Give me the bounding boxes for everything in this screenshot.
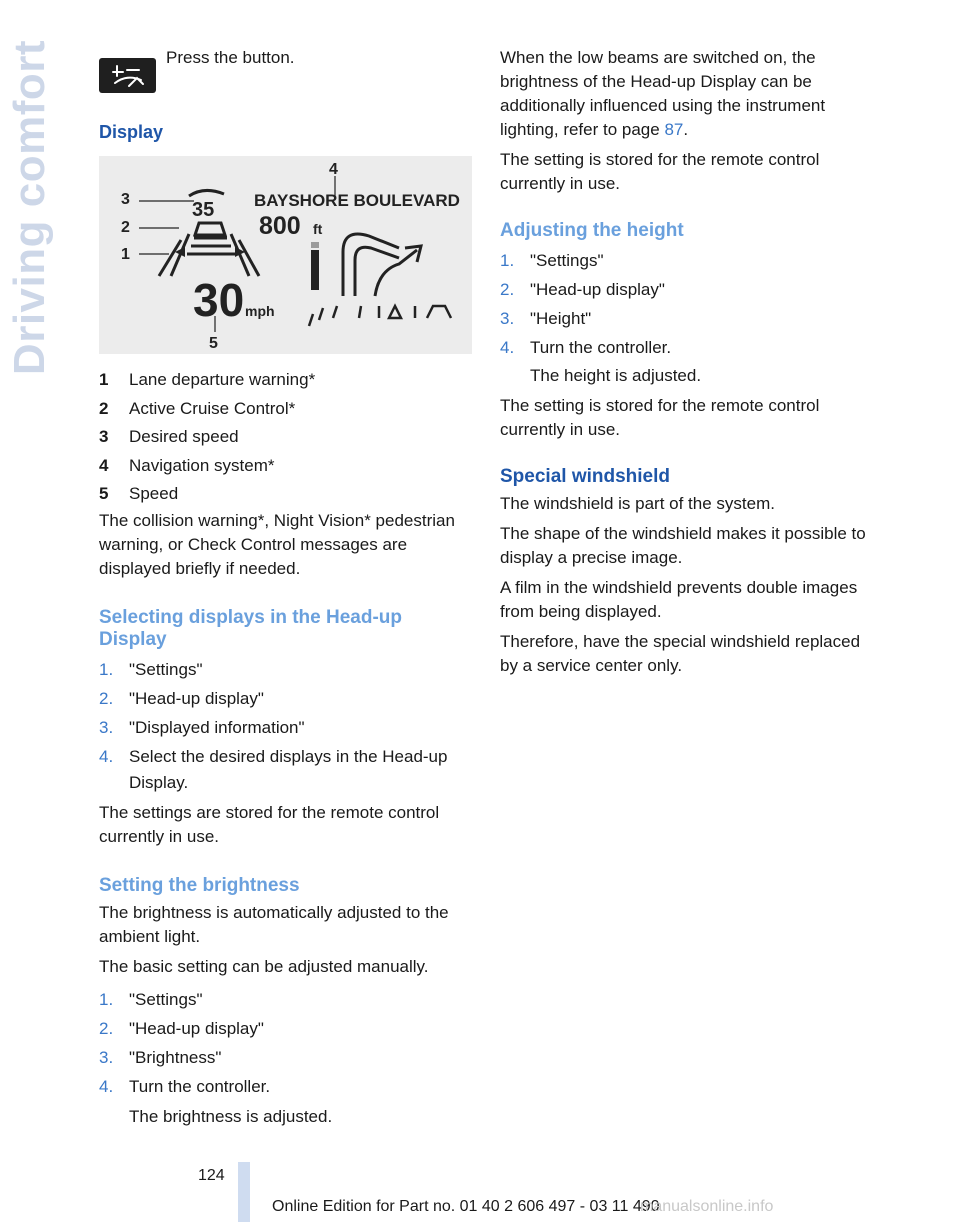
distance-value: 800 bbox=[259, 212, 301, 240]
brightness-p1: The brightness is automatically adjusted to the ambient light. bbox=[99, 903, 449, 946]
left-column-flow bbox=[99, 509, 473, 1129]
selecting-note: The settings are stored for the remote control currently in use. bbox=[99, 803, 440, 846]
turn-arrow-icon bbox=[343, 234, 421, 296]
callout-5: 5 bbox=[209, 335, 218, 352]
section-side-title bbox=[0, 40, 60, 376]
side-title-text: Driving comfort bbox=[5, 40, 54, 376]
brightness-steps bbox=[99, 985, 473, 1101]
brightness-heading: Setting the brightness bbox=[99, 875, 300, 896]
list-item: 3. "Height" bbox=[500, 309, 592, 328]
brightness-p2: The basic setting can be adjusted manually. bbox=[99, 957, 429, 976]
list-item: 1. "Settings" bbox=[99, 660, 203, 679]
height-steps bbox=[500, 246, 874, 362]
windshield-p2: The shape of the windshield makes it possible to display a precise image. bbox=[500, 524, 866, 567]
callout-4: 4 bbox=[329, 161, 338, 178]
callout-1: 1 bbox=[121, 246, 130, 263]
list-item: 2. "Head-up display" bbox=[500, 280, 665, 299]
collision-paragraph: The collision warning*, Night Vision* pedestrian warning, or Check Control messages are displayed briefly if needed. bbox=[99, 511, 455, 578]
list-item: 1. "Settings" bbox=[500, 251, 604, 270]
footer-bar bbox=[238, 1162, 250, 1222]
cruise-arc-icon bbox=[189, 190, 224, 196]
legend-item: 3 Desired speed bbox=[99, 427, 239, 447]
watermark-text: manualsonline.info bbox=[640, 1198, 774, 1215]
windshield-p1: The windshield is part of the system. bbox=[500, 494, 775, 513]
page-ref-link[interactable]: 87 bbox=[664, 120, 684, 139]
callout-3: 3 bbox=[121, 191, 130, 208]
distance-unit: ft bbox=[313, 221, 323, 237]
edition-text: Online Edition for Part no. 01 40 2 606 497 - 03 11 490 bbox=[272, 1198, 660, 1215]
right-column-flow bbox=[500, 46, 874, 678]
page-number: 124 bbox=[198, 1167, 225, 1184]
lane-departure-icon bbox=[159, 223, 259, 276]
list-item: 3. "Displayed information" bbox=[99, 718, 305, 737]
list-item: 2. "Head-up display" bbox=[99, 689, 264, 708]
stored-paragraph-2: The setting is stored for the remote control currently in use. bbox=[500, 396, 820, 439]
list-item: 1. "Settings" bbox=[99, 990, 203, 1009]
list-item: 4. Select the desired displays in the Head-up bbox=[99, 747, 448, 766]
speed-value: 30 bbox=[193, 274, 245, 326]
list-item: 2. "Head-up display" bbox=[99, 1019, 264, 1038]
legend-item: 2 Active Cruise Control* bbox=[99, 398, 296, 418]
selecting-heading: Selecting displays in the Head-up Display bbox=[99, 607, 403, 650]
street-name: BAYSHORE BOULEVARD bbox=[254, 191, 460, 210]
figure-legend bbox=[99, 366, 479, 509]
legend-item: 1 Lane departure warning* bbox=[99, 370, 316, 390]
hud-display-figure bbox=[99, 156, 472, 354]
height-result: The height is adjusted. bbox=[530, 366, 702, 385]
stored-paragraph: The setting is stored for the remote control currently in use. bbox=[500, 150, 820, 193]
hud-button-icon bbox=[99, 58, 156, 93]
callout-2: 2 bbox=[121, 219, 130, 236]
step-continuation: Display. bbox=[129, 773, 189, 792]
windshield-p4: Therefore, have the special windshield replaced by a service center only. bbox=[500, 632, 861, 675]
windshield-heading: Special windshield bbox=[500, 466, 670, 487]
speed-unit: mph bbox=[245, 303, 275, 319]
legend-item: 5 Speed bbox=[99, 484, 179, 504]
windshield-p3: A film in the windshield prevents double images from being displayed. bbox=[500, 578, 858, 621]
display-heading: Display bbox=[99, 122, 164, 142]
brightness-result: The brightness is adjusted. bbox=[129, 1107, 333, 1126]
desired-speed-value: 35 bbox=[192, 199, 215, 221]
selecting-steps bbox=[99, 655, 473, 771]
list-item: 4. Turn the controller. bbox=[500, 338, 672, 357]
lowbeam-paragraph: When the low beams are switched on, the brightness of the Head-up Display can be additionally influenced using the instrument lighting, refer to page 87. bbox=[500, 48, 826, 139]
legend-item: 4 Navigation system* bbox=[99, 455, 275, 475]
height-heading: Adjusting the height bbox=[500, 220, 684, 241]
list-item: 4. Turn the controller. bbox=[99, 1077, 271, 1096]
press-button-text: Press the button. bbox=[166, 48, 295, 67]
list-item: 3. "Brightness" bbox=[99, 1048, 222, 1067]
